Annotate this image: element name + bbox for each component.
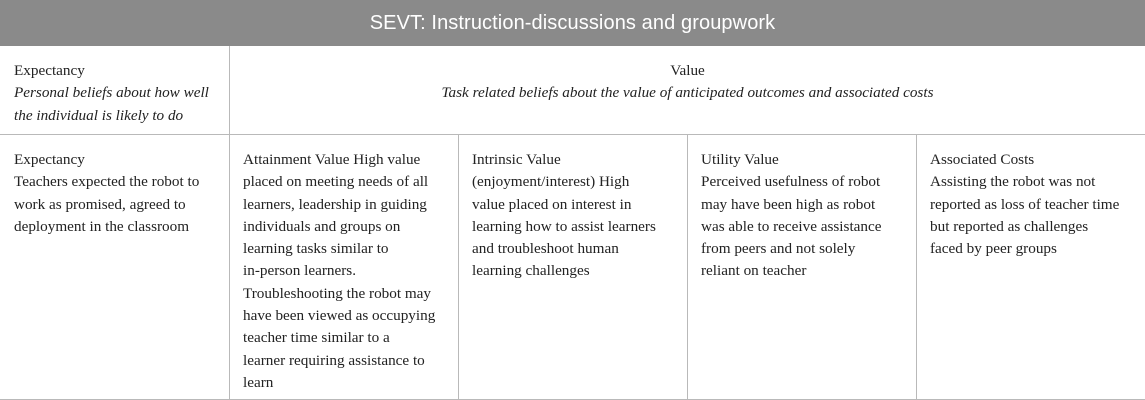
cell-line: learning challenges: [472, 262, 590, 280]
cell-line: reliant on teacher: [701, 262, 807, 280]
cell-line: Utility Value: [701, 151, 779, 168]
column-divider: [916, 134, 917, 400]
intrinsic-value-cell: [472, 149, 684, 283]
cell-line: placed on meeting needs of all: [243, 173, 429, 191]
cell-line: Associated Costs: [930, 151, 1035, 168]
cell-line: Assisting the robot was not: [930, 173, 1096, 191]
cell-line: have been viewed as occupying: [243, 307, 436, 325]
cell-line: reported as loss of teacher time: [930, 195, 1120, 213]
cell-line: Perceived usefulness of robot: [701, 173, 881, 191]
cell-line: deployment in the classroom: [14, 217, 190, 235]
header-value-desc: Task related beliefs about the value of anticipated outcomes and associated costs: [441, 84, 934, 102]
associated-costs-cell: [930, 149, 1142, 260]
cell-line: learners, leadership in guiding: [243, 195, 427, 213]
cell-line: from peers and not solely: [701, 240, 856, 258]
cell-line: value placed on interest in: [472, 195, 632, 213]
header-expectancy-desc: Personal beliefs about how well: [14, 84, 209, 102]
cell-line: was able to receive assistance: [701, 217, 882, 235]
cell-line: learning how to assist learners: [472, 217, 656, 235]
cell-line: learn: [243, 373, 274, 391]
cell-line: work as promised, agreed to: [14, 195, 186, 213]
header-expectancy-cell: [14, 60, 226, 127]
header-value-label: Value: [670, 62, 705, 79]
header-expectancy-desc: the individual is likely to do: [14, 106, 184, 124]
cell-line: Attainment Value High value: [243, 151, 421, 168]
expectancy-cell: [14, 149, 226, 238]
cell-line: Expectancy: [14, 151, 85, 168]
cell-line: and troubleshoot human: [472, 240, 619, 258]
column-divider: [687, 134, 688, 400]
header-expectancy-label: Expectancy: [14, 62, 85, 79]
cell-line: learning tasks similar to: [243, 240, 389, 258]
cell-line: teacher time similar to a: [243, 329, 390, 347]
cell-line: Troubleshooting the robot may: [243, 284, 432, 302]
cell-line: (enjoyment/interest) High: [472, 173, 630, 191]
cell-line: Teachers expected the robot to: [14, 173, 200, 191]
utility-value-cell: [701, 149, 913, 283]
cell-line: in-person learners.: [243, 262, 357, 280]
cell-line: learner requiring assistance to: [243, 351, 425, 369]
cell-line: may have been high as robot: [701, 195, 876, 213]
header-value-cell: [230, 60, 1145, 105]
attainment-value-cell: [243, 149, 455, 394]
header-divider: [0, 134, 1145, 135]
cell-line: individuals and groups on: [243, 217, 401, 235]
column-divider: [458, 134, 459, 400]
cell-line: but reported as challenges: [930, 217, 1089, 235]
table-title: SEVT: Instruction-discussions and groupwork: [0, 0, 1145, 46]
cell-line: Intrinsic Value: [472, 151, 561, 168]
cell-line: faced by peer groups: [930, 240, 1057, 258]
